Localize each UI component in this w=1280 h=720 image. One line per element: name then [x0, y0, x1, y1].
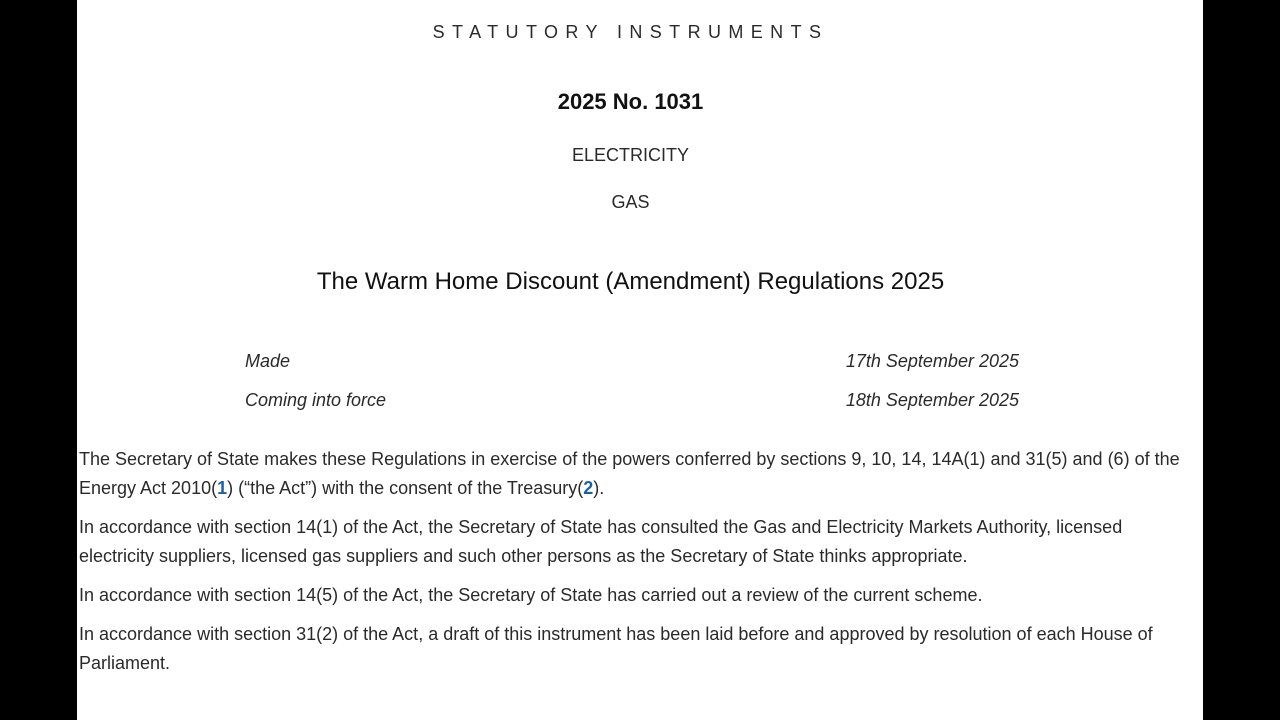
- date-label: Made: [245, 351, 291, 371]
- document-page: [77, 0, 1203, 720]
- si-number: 2025 No. 1031: [557, 89, 704, 114]
- preamble: [79, 445, 1189, 688]
- preamble-paragraph-4: In accordance with section 31(2) of the Act, a draft of this instrument has been laid before and approved by resolution of each House of Parliament.: [79, 624, 1153, 673]
- subject-gas: GAS: [611, 192, 650, 212]
- paragraph-text: The Secretary of State makes these Regulations in exercise of the powers conferred by sections 9, 10, 14, 14A(1) and 31(5) and (6) of the Energy Act 2010(: [79, 449, 1180, 498]
- dates-table: [245, 351, 1019, 429]
- preamble-paragraph-3: In accordance with section 14(5) of the Act, the Secretary of State has carried out a review of the current scheme.: [79, 585, 983, 605]
- date-label: Coming into force: [245, 390, 387, 410]
- footnote-link-2[interactable]: 2: [583, 478, 594, 498]
- series-heading: STATUTORY INSTRUMENTS: [432, 22, 829, 42]
- paragraph-text: ) (“the Act”) with the consent of the Treasury(: [227, 478, 584, 498]
- date-value: 17th September 2025: [845, 351, 1019, 371]
- subject-electricity: ELECTRICITY: [571, 145, 690, 165]
- date-value: 18th September 2025: [845, 390, 1019, 410]
- preamble-paragraph-2: In accordance with section 14(1) of the Act, the Secretary of State has consulted the Gas and Electricity Markets Authority, licensed electricity suppliers, licensed gas suppliers and such other persons as the Secretary of State thinks appropriate.: [79, 517, 1123, 566]
- date-row-made: [245, 351, 1019, 390]
- date-row-coming-into-force: [245, 390, 1019, 429]
- paragraph-text: ).: [593, 478, 605, 498]
- document-title: The Warm Home Discount (Amendment) Regulations 2025: [316, 268, 945, 295]
- preamble-paragraph-1: [79, 445, 1189, 503]
- footnote-link-1[interactable]: 1: [217, 478, 228, 498]
